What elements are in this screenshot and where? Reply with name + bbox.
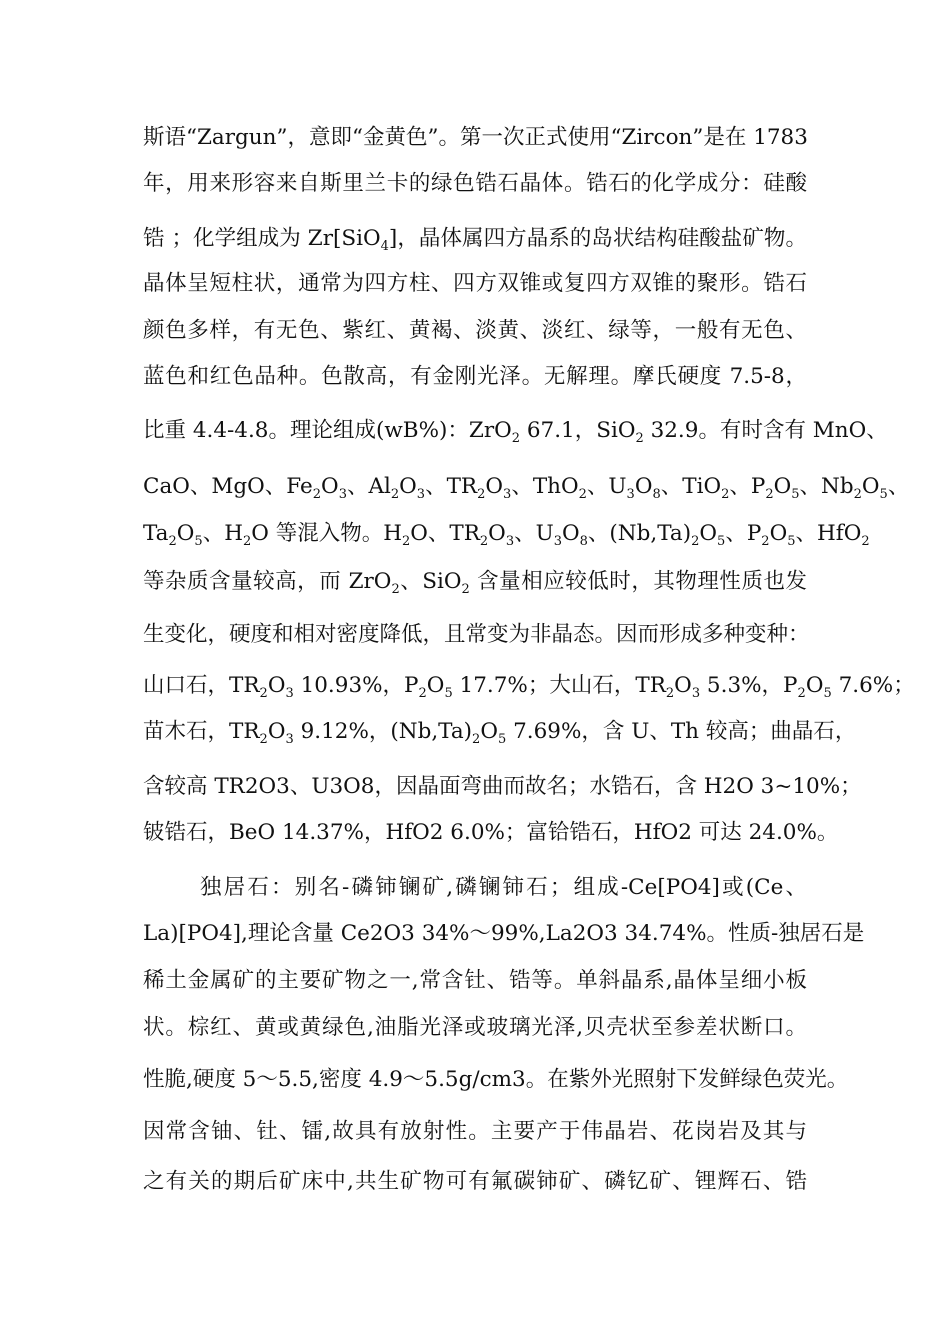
text-line-4: 晶体呈短柱状，通常为四方柱、四方双锥或复四方双锥的聚形。锆石	[143, 271, 807, 296]
text-line-3: 锆 ；化学组成为 Zr[SiO$_4$]，晶体属四方晶系的岛状结构硅酸盐矿物。	[143, 226, 807, 254]
text-line-1: 斯语“Zargun”，意即“金黄色”。第一次正式使用“Zircon”是在 1783	[143, 125, 808, 150]
text-line-12: 山口石，$TR_2O_3$ 10.93%，$P_2O_5$ 17.7%；大山石，$TR_2O_3$ 5.3%，$P_2O_5$ 7.6%；	[143, 673, 915, 701]
text-line-13: 苗木石，$TR_2O_3$ 9.12%，$(Nb,Ta)_2O_5$ 7.69%，含 U、Th 较高；曲晶石，	[143, 719, 857, 747]
text-line-10: 等杂质含量较高，而 ZrO$_2$、SiO$_2$ 含量相应较低时，其物理性质也发	[143, 569, 807, 597]
text-line-5: 颜色多样，有无色、紫红、黄褐、淡黄、淡红、绿等，一般有无色、	[143, 318, 807, 343]
text-line-11: 生变化，硬度和相对密度降低，且常变为非晶态。因而形成多种变种：	[143, 622, 810, 647]
text-line-2: 年，用来形容来自斯里兰卡的绿色锆石晶体。锆石的化学成分：硅酸	[143, 171, 807, 196]
text-line-20: 性脆,硬度 5～5.5,密度 4.9～5.5g/cm3。在紫外光照射下发鲜绿色荧光。	[143, 1067, 849, 1092]
text-line-22: 之有关的期后矿床中,共生矿物可有氟碳铈矿、磷钇矿、锂辉石、锆	[143, 1169, 807, 1194]
text-line-6: 蓝色和红色品种。色散高，有金刚光泽。无解理。摩氏硬度 7.5-8，	[143, 364, 807, 389]
text-line-15: 铍锆石，BeO 14.37%，HfO2 6.0%；富铪锆石，HfO2 可达 24.0%。	[143, 820, 839, 845]
text-line-9: $Ta_2O_5$、$H_2O$ 等混入物。$H_2O$、$TR_2O_3$、$U_3O_8$、$(Nb,Ta)_2O_5$、$P_2O_5$、HfO$_2$	[143, 521, 870, 549]
text-line-14: 含较高 TR2O3、U3O8，因晶面弯曲而故名；水锆石，含 H2O 3~10%；	[143, 774, 862, 799]
text-line-19: 状。棕红、黄或黄绿色,油脂光泽或玻璃光泽,贝壳状至参差状断口。	[143, 1015, 807, 1040]
text-line-7: 比重 4.4-4.8。理论组成(wB%)：ZrO$_2$ 67.1，SiO$_2$ 32.9。有时含有 MnO、	[143, 418, 888, 446]
text-line-8: CaO、MgO、$Fe_2O_3$、$Al_2O_3$、$TR_2O_3$、ThO$_2$、$U_3O_8$、TiO$_2$、$P_2O_5$、$Nb_2O_5$、	[143, 474, 910, 502]
text-line-17: La)[PO4],理论含量 Ce2O3 34%～99%,La2O3 34.74%。性质-独居石是	[143, 921, 865, 946]
text-line-16: 独居石：别名-磷铈镧矿,磷镧铈石；组成-Ce[PO4]或(Ce、	[200, 875, 807, 900]
text-line-21: 因常含铀、钍、镭,故具有放射性。主要产于伟晶岩、花岗岩及其与	[143, 1119, 807, 1144]
text-line-18: 稀土金属矿的主要矿物之一,常含钍、锆等。单斜晶系,晶体呈细小板	[143, 968, 807, 993]
